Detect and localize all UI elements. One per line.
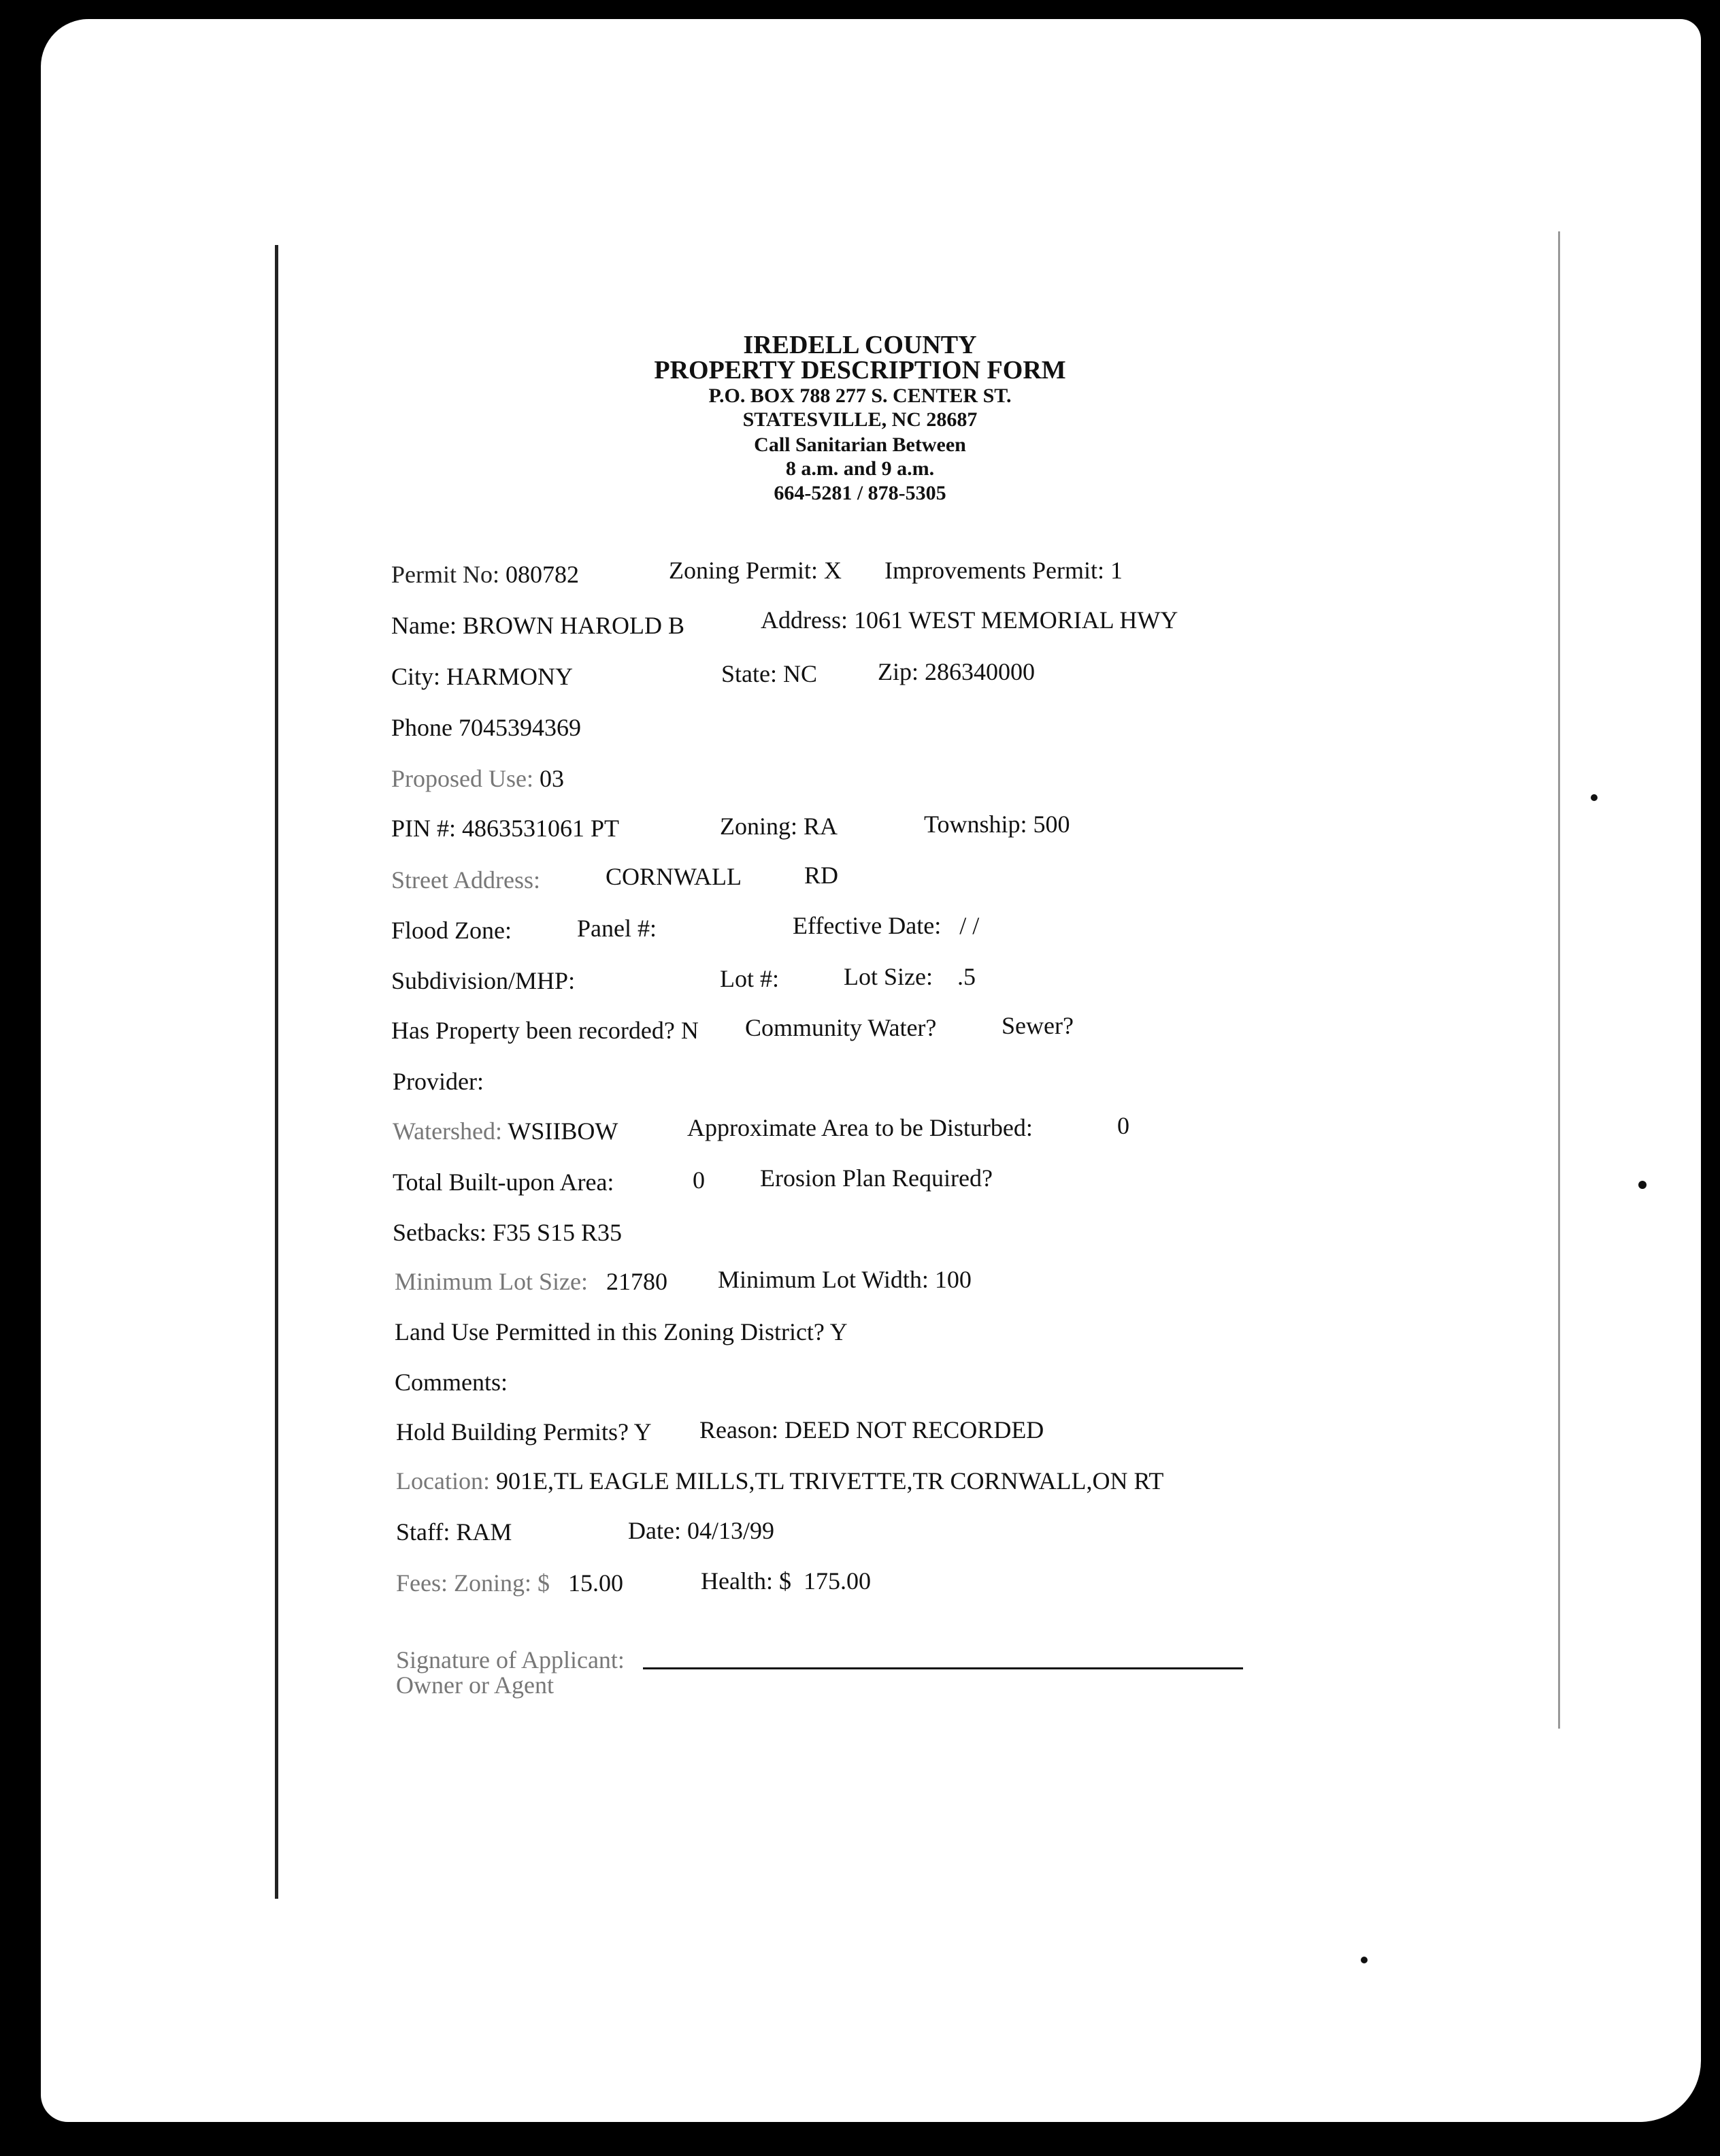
improvements-permit-value: 1 — [1110, 557, 1123, 584]
pin-label: PIN #: — [391, 815, 457, 842]
scan-speck — [1638, 1181, 1647, 1189]
recorded-label: Has Property been recorded? — [391, 1017, 675, 1044]
fees-health-label: Health: $ — [701, 1567, 791, 1595]
lot-no-label: Lot #: — [720, 965, 779, 992]
zip-field — [878, 657, 1035, 686]
setbacks-label: Setbacks: — [393, 1219, 486, 1246]
min-lot-size-field — [395, 1267, 667, 1296]
state-field — [721, 659, 817, 688]
date-value: 04/13/99 — [687, 1517, 774, 1544]
hold-permits-label: Hold Building Permits? — [396, 1418, 629, 1446]
lot-size-field — [844, 962, 976, 991]
name-label: Name: — [391, 612, 457, 639]
setbacks-field — [393, 1218, 622, 1247]
pin-field — [391, 814, 619, 843]
zoning-value: RA — [804, 813, 838, 840]
phone-label: Phone — [391, 714, 452, 741]
land-use-field — [395, 1318, 848, 1346]
header-phone: 664-5281 / 878-5305 — [774, 482, 946, 504]
zip-value: 286340000 — [925, 658, 1035, 685]
city-value: HARMONY — [446, 663, 574, 690]
fees-zoning-field — [396, 1569, 623, 1597]
effective-date-field — [793, 911, 979, 940]
staff-field — [396, 1518, 512, 1546]
township-field — [924, 810, 1070, 838]
watershed-field — [393, 1117, 618, 1145]
signature-label-text: Signature of Applicant: — [396, 1646, 625, 1673]
zoning-field — [720, 812, 838, 840]
header-city: STATESVILLE, NC 28687 — [742, 408, 978, 431]
header-call: Call Sanitarian Between — [754, 434, 966, 456]
township-label: Township: — [924, 811, 1027, 838]
street-address-value: CORNWALL — [606, 863, 742, 890]
fees-health-value: 175.00 — [803, 1567, 871, 1595]
reason-value: DEED NOT RECORDED — [784, 1416, 1044, 1443]
min-lot-width-value: 100 — [934, 1266, 972, 1293]
improvements-permit-label: Improvements Permit: — [884, 557, 1104, 584]
date-field — [628, 1516, 774, 1545]
location-label: Location: — [396, 1467, 490, 1494]
built-upon-label: Total Built-upon Area: — [393, 1169, 614, 1196]
permit-no-field — [391, 560, 579, 589]
city-label: City: — [391, 663, 441, 690]
improvements-permit-field — [884, 556, 1123, 585]
hold-permits-value: Y — [633, 1418, 652, 1446]
watershed-label: Watershed: — [393, 1117, 503, 1145]
proposed-use-field — [391, 764, 564, 793]
address-field — [761, 606, 1178, 634]
fees-zoning-label: Fees: Zoning: $ — [396, 1569, 550, 1597]
recorded-value: N — [680, 1017, 699, 1044]
erosion-plan-label: Erosion Plan Required? — [760, 1164, 993, 1192]
city-field — [391, 662, 573, 691]
zoning-permit-label: Zoning Permit: — [669, 557, 818, 584]
hold-permits-field — [396, 1418, 652, 1446]
header-hours: 8 a.m. and 9 a.m. — [785, 457, 935, 480]
area-disturbed-label: Approximate Area to be Disturbed: — [687, 1114, 1033, 1141]
signature-line[interactable] — [643, 1667, 1243, 1669]
header-address: P.O. BOX 788 277 S. CENTER ST. — [708, 385, 1012, 407]
sewer-label: Sewer? — [1002, 1012, 1074, 1039]
zoning-label: Zoning: — [720, 813, 797, 840]
zoning-permit-field — [669, 556, 842, 585]
owner-agent-text: Owner or Agent — [396, 1671, 554, 1699]
address-label: Address: — [761, 606, 848, 634]
watershed-value: WSIIBOW — [508, 1117, 618, 1145]
subdivision-label: Subdivision/MHP: — [391, 967, 576, 994]
township-value: 500 — [1033, 811, 1070, 838]
date-label: Date: — [628, 1517, 681, 1544]
owner-agent-label — [396, 1671, 554, 1699]
min-lot-width-field — [718, 1265, 972, 1294]
panel-label: Panel #: — [577, 915, 657, 942]
lot-size-value: .5 — [957, 963, 976, 990]
pin-value: 4863531061 PT — [462, 815, 620, 842]
fees-health-field — [701, 1567, 871, 1595]
effective-date-value: / / — [959, 912, 980, 939]
flood-zone-label: Flood Zone: — [391, 917, 512, 944]
reason-label: Reason: — [699, 1416, 778, 1443]
land-use-label: Land Use Permitted in this Zoning District? — [395, 1318, 825, 1345]
comments-label: Comments: — [395, 1369, 508, 1396]
header-county: IREDELL COUNTY — [743, 331, 977, 359]
address-value: 1061 WEST MEMORIAL HWY — [854, 606, 1178, 634]
staff-value: RAM — [456, 1518, 512, 1546]
permit-no-value: 080782 — [506, 561, 579, 588]
proposed-use-value: 03 — [540, 765, 564, 792]
scan-speck — [1591, 794, 1598, 801]
zip-label: Zip: — [878, 658, 919, 685]
location-field — [396, 1467, 1163, 1495]
street-address-label: Street Address: — [391, 866, 540, 894]
reason-field — [699, 1416, 1044, 1444]
community-water-label: Community Water? — [745, 1014, 937, 1041]
provider-label: Provider: — [393, 1068, 484, 1095]
signature-label — [396, 1646, 625, 1674]
street-address-field — [391, 866, 540, 894]
state-value: NC — [782, 660, 817, 687]
form-title: PROPERTY DESCRIPTION FORM — [654, 356, 1066, 385]
name-value: BROWN HAROLD B — [462, 612, 684, 639]
min-lot-size-value: 21780 — [606, 1268, 667, 1295]
recorded-field — [391, 1016, 699, 1045]
permit-no-label: Permit No: — [391, 561, 499, 588]
effective-date-label: Effective Date: — [793, 912, 942, 939]
zoning-permit-value: X — [824, 557, 842, 584]
scan-speck — [1361, 1957, 1368, 1963]
area-disturbed-value: 0 — [1117, 1112, 1129, 1139]
phone-field — [391, 713, 581, 742]
setbacks-value: F35 S15 R35 — [492, 1219, 623, 1246]
min-lot-size-label: Minimum Lot Size: — [395, 1268, 588, 1295]
min-lot-width-label: Minimum Lot Width: — [718, 1266, 929, 1293]
name-field — [391, 611, 684, 640]
land-use-value: Y — [829, 1318, 848, 1345]
fees-zoning-value: 15.00 — [567, 1569, 623, 1597]
street-address-suffix: RD — [804, 862, 839, 889]
lot-size-label: Lot Size: — [844, 963, 933, 990]
proposed-use-label: Proposed Use: — [391, 765, 533, 792]
location-value: 901E,TL EAGLE MILLS,TL TRIVETTE,TR CORNWALL,ON RT — [495, 1467, 1164, 1494]
built-upon-value: 0 — [693, 1166, 705, 1194]
phone-value: 7045394369 — [459, 714, 581, 741]
state-label: State: — [721, 660, 777, 687]
staff-label: Staff: — [396, 1518, 450, 1546]
